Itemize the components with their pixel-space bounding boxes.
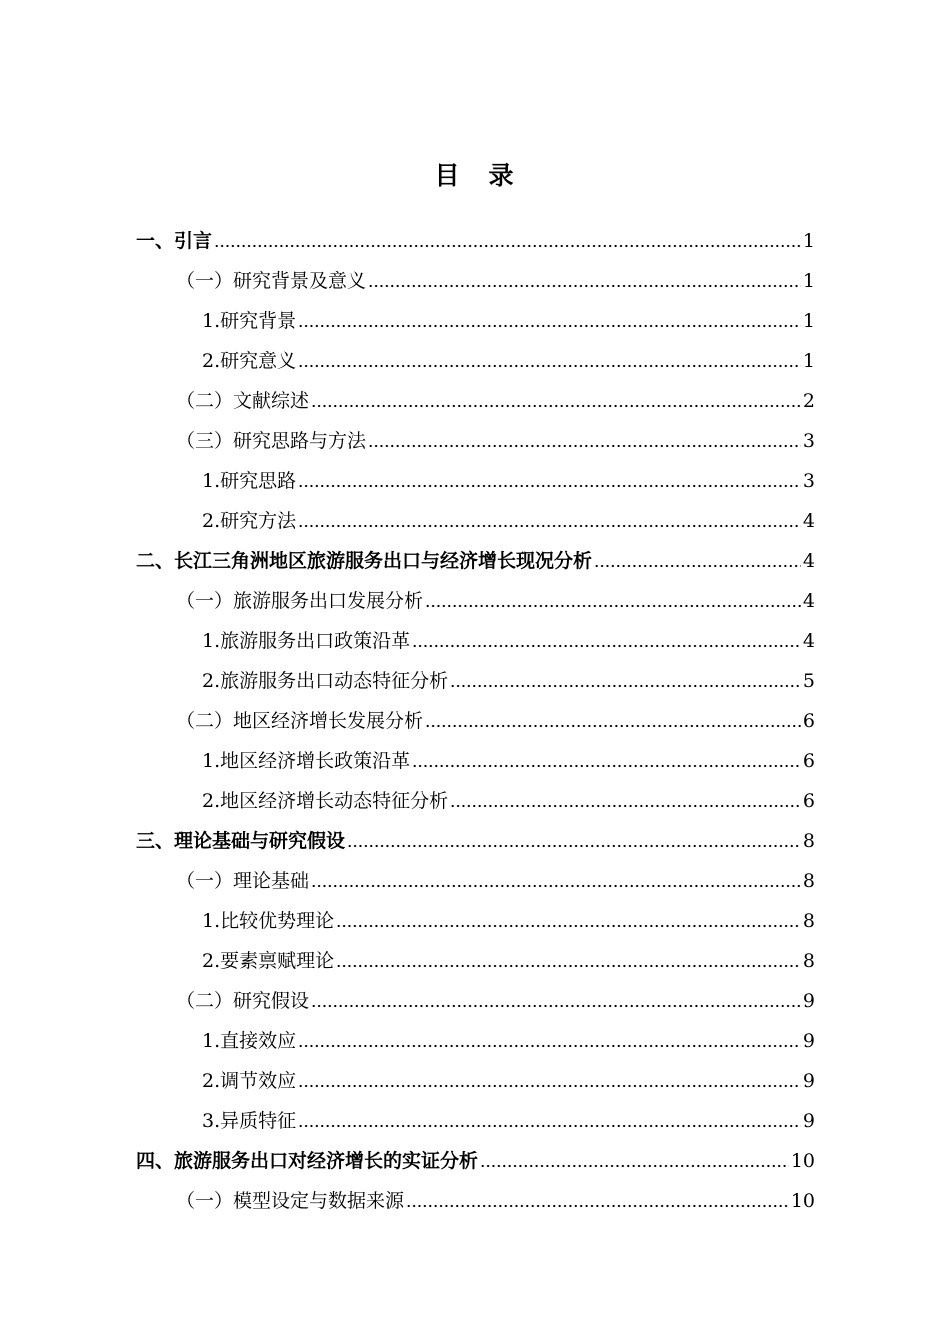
toc-page-number: 8 [802, 910, 815, 932]
toc-entry-title: 2.旅游服务出口动态特征分析 [202, 670, 449, 692]
toc-page-number: 2 [802, 390, 815, 412]
toc-entry-level-1[interactable] [136, 225, 815, 257]
toc-dot-leader [368, 274, 801, 288]
toc-entry-level-1[interactable] [136, 825, 815, 857]
toc-dot-leader [298, 474, 801, 488]
toc-dot-leader [336, 914, 801, 928]
toc-entry-level-3[interactable] [202, 345, 815, 377]
toc-entry-title: 1.研究思路 [202, 470, 297, 492]
toc-page-number: 6 [802, 710, 815, 732]
toc-page-number: 9 [802, 1030, 815, 1052]
toc-entry-title: 1.直接效应 [202, 1030, 297, 1052]
toc-entry-level-3[interactable] [202, 785, 815, 817]
toc-page-number: 5 [802, 670, 815, 692]
toc-entry-title: 2.要素禀赋理论 [202, 950, 335, 972]
toc-page-number: 1 [802, 350, 815, 372]
toc-entry-level-2[interactable] [176, 1185, 815, 1217]
toc-dot-leader [450, 674, 801, 688]
toc-page-number: 8 [802, 870, 815, 892]
toc-dot-leader [298, 514, 801, 528]
toc-page-number: 10 [790, 1150, 815, 1172]
toc-page-number: 9 [802, 1070, 815, 1092]
toc-dot-leader [450, 794, 801, 808]
toc-entry-level-3[interactable] [202, 905, 815, 937]
toc-entry-level-3[interactable] [202, 665, 815, 697]
toc-page-number: 4 [802, 590, 815, 612]
toc-entry-level-3[interactable] [202, 945, 815, 977]
toc-page-number: 4 [802, 550, 815, 572]
toc-entry-title: 2.研究方法 [202, 510, 297, 532]
toc-dot-leader [412, 754, 801, 768]
toc-entry-level-3[interactable] [202, 625, 815, 657]
toc-page-number: 1 [802, 270, 815, 292]
toc-entry-level-2[interactable] [176, 425, 815, 457]
toc-dot-leader [311, 394, 801, 408]
toc-entry-level-3[interactable] [202, 1105, 815, 1137]
toc-dot-leader [214, 234, 801, 248]
toc-entry-title: 2.调节效应 [202, 1070, 297, 1092]
toc-dot-leader [406, 1194, 789, 1208]
toc-entry-title: 四、旅游服务出口对经济增长的实证分析 [136, 1150, 479, 1172]
toc-page-number: 3 [802, 470, 815, 492]
toc-entry-title: （一）模型设定与数据来源 [176, 1190, 405, 1212]
toc-entry-level-2[interactable] [176, 865, 815, 897]
toc-page-number: 1 [802, 310, 815, 332]
toc-entry-level-2[interactable] [176, 265, 815, 297]
toc-entry-level-2[interactable] [176, 385, 815, 417]
toc-page-number: 4 [802, 630, 815, 652]
toc-entry-title: （二）文献综述 [176, 390, 310, 412]
toc-entry-title: 2.地区经济增长动态特征分析 [202, 790, 449, 812]
toc-entry-title: 1.旅游服务出口政策沿革 [202, 630, 411, 652]
toc-page-number: 8 [802, 830, 815, 852]
toc-dot-leader [298, 1074, 801, 1088]
toc-dot-leader [425, 714, 801, 728]
toc-page-number: 9 [802, 990, 815, 1012]
toc-dot-leader [298, 1114, 801, 1128]
toc-dot-leader [412, 634, 801, 648]
toc-dot-leader [298, 1034, 801, 1048]
toc-entry-title: 1.比较优势理论 [202, 910, 335, 932]
toc-page-number: 9 [802, 1110, 815, 1132]
toc-dot-leader [425, 594, 801, 608]
toc-entry-level-3[interactable] [202, 1025, 815, 1057]
toc-page-number: 1 [802, 230, 815, 252]
toc-dot-leader [298, 354, 801, 368]
toc-page-number: 10 [790, 1190, 815, 1212]
toc-entry-title: 1.研究背景 [202, 310, 297, 332]
toc-dot-leader [347, 834, 801, 848]
toc-entry-title: （一）理论基础 [176, 870, 310, 892]
toc-entry-title: （三）研究思路与方法 [176, 430, 367, 452]
toc-page-number: 8 [802, 950, 815, 972]
toc-page-number: 3 [802, 430, 815, 452]
toc-entry-title: 一、引言 [136, 230, 213, 252]
toc-entry-level-3[interactable] [202, 305, 815, 337]
toc-dot-leader [311, 994, 801, 1008]
toc-dot-leader [594, 554, 801, 568]
toc-entry-title: 二、长江三角洲地区旅游服务出口与经济增长现况分析 [136, 550, 593, 572]
toc-dot-leader [368, 434, 801, 448]
toc-dot-leader [311, 874, 801, 888]
toc-entry-level-3[interactable] [202, 465, 815, 497]
toc-entry-level-2[interactable] [176, 705, 815, 737]
toc-page-number: 4 [802, 510, 815, 532]
toc-entry-level-3[interactable] [202, 1065, 815, 1097]
toc-dot-leader [336, 954, 801, 968]
toc-entry-level-1[interactable] [136, 1145, 815, 1177]
toc-entry-title: 2.研究意义 [202, 350, 297, 372]
toc-entry-title: 三、理论基础与研究假设 [136, 830, 346, 852]
toc-entry-level-3[interactable] [202, 505, 815, 537]
toc-entry-title: （一）研究背景及意义 [176, 270, 367, 292]
toc-entry-title: （二）研究假设 [176, 990, 310, 1012]
toc-page-number: 6 [802, 750, 815, 772]
toc-entry-title: 3.异质特征 [202, 1110, 297, 1132]
toc-dot-leader [480, 1154, 789, 1168]
toc-entry-level-2[interactable] [176, 985, 815, 1017]
toc-dot-leader [298, 314, 801, 328]
toc-page-number: 6 [802, 790, 815, 812]
page-title: 目 录 [434, 161, 516, 190]
toc-entry-title: （一）旅游服务出口发展分析 [176, 590, 424, 612]
toc-entry-title: 1.地区经济增长政策沿革 [202, 750, 411, 772]
toc-entry-level-3[interactable] [202, 745, 815, 777]
toc-entry-level-2[interactable] [176, 585, 815, 617]
toc-entry-title: （二）地区经济增长发展分析 [176, 710, 424, 732]
toc-entry-level-1[interactable] [136, 545, 815, 577]
